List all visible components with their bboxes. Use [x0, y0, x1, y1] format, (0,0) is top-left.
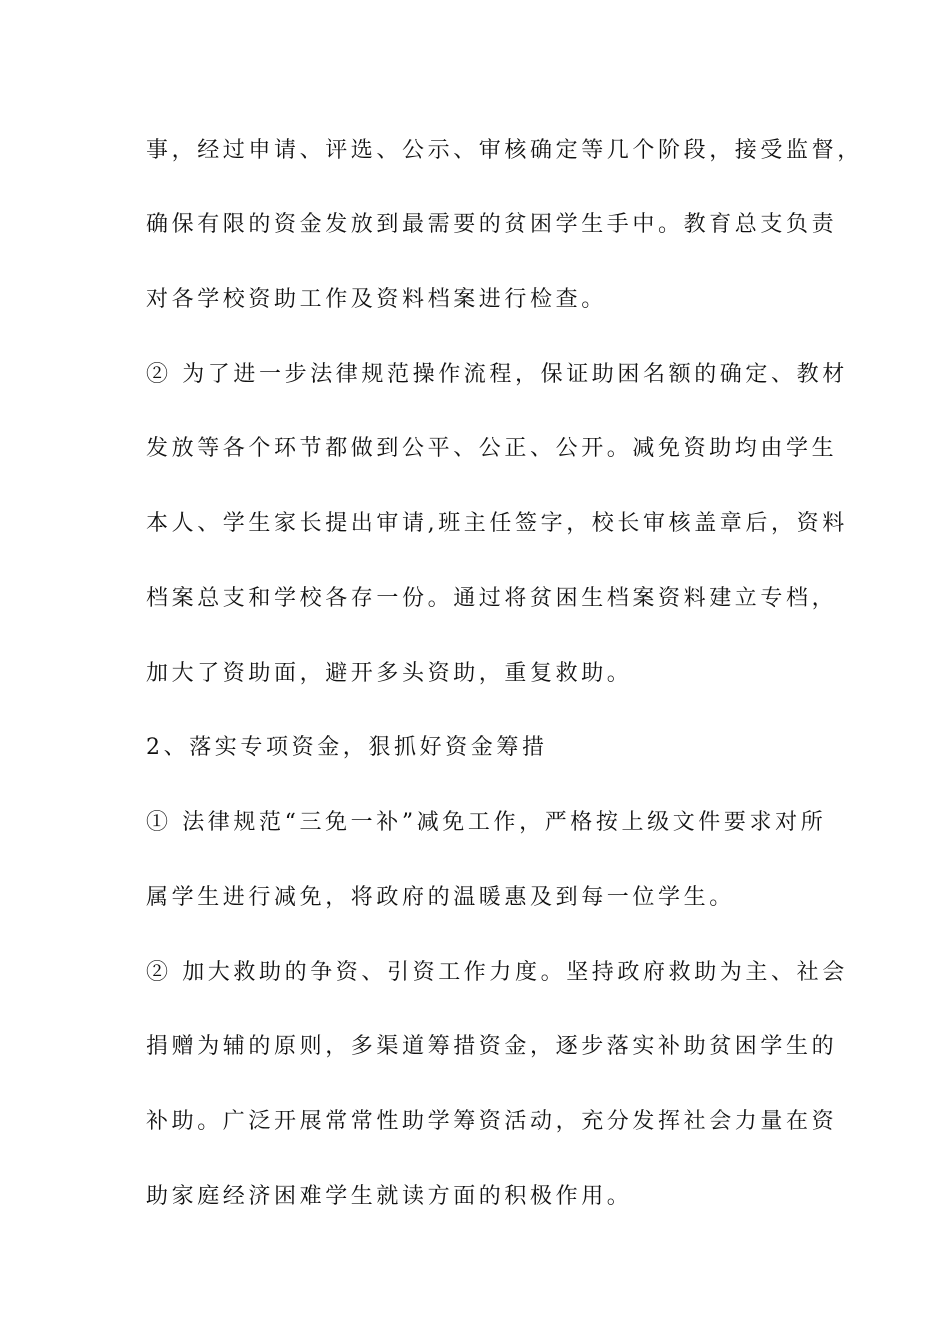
paragraph-line: 确保有限的资金发放到最需要的贫困学生手中。教育总支负责	[146, 212, 838, 237]
paragraph-line: ② 为了进一步法律规范操作流程，保证助困名额的确定、教材	[146, 362, 848, 387]
paragraph-line: 档案总支和学校各存一份。通过将贫困生档案资料建立专档，	[146, 586, 838, 611]
paragraph-line: 属学生进行减免，将政府的温暖惠及到每一位学生。	[146, 885, 735, 910]
section-heading: 2、落实专项资金，狠抓好资金筹措	[146, 735, 548, 760]
paragraph-line: 发放等各个环节都做到公平、公正、公开。减免资助均由学生	[146, 436, 838, 461]
paragraph-line: 对各学校资助工作及资料档案进行检查。	[146, 287, 607, 312]
paragraph-line: 加大了资助面，避开多头资助，重复救助。	[146, 661, 633, 686]
paragraph-line: 捐赠为辅的原则，多渠道筹措资金，逐步落实补助贫困学生的	[146, 1034, 838, 1059]
paragraph-line: 本人、学生家长提出审请,班主任签字，校长审核盖章后，资料	[146, 511, 848, 536]
paragraph-line: ② 加大救助的争资、引资工作力度。坚持政府救助为主、社会	[146, 960, 848, 985]
paragraph-line: ① 法律规范“三免一补”减免工作，严格按上级文件要求对所	[146, 810, 827, 835]
paragraph-line: 补助。广泛开展常常性助学筹资活动，充分发挥社会力量在资	[146, 1109, 838, 1134]
paragraph-line: 助家庭经济困难学生就读方面的积极作用。	[146, 1184, 633, 1209]
paragraph-line: 事，经过申请、评选、公示、审核确定等几个阶段，接受监督，	[146, 138, 863, 163]
